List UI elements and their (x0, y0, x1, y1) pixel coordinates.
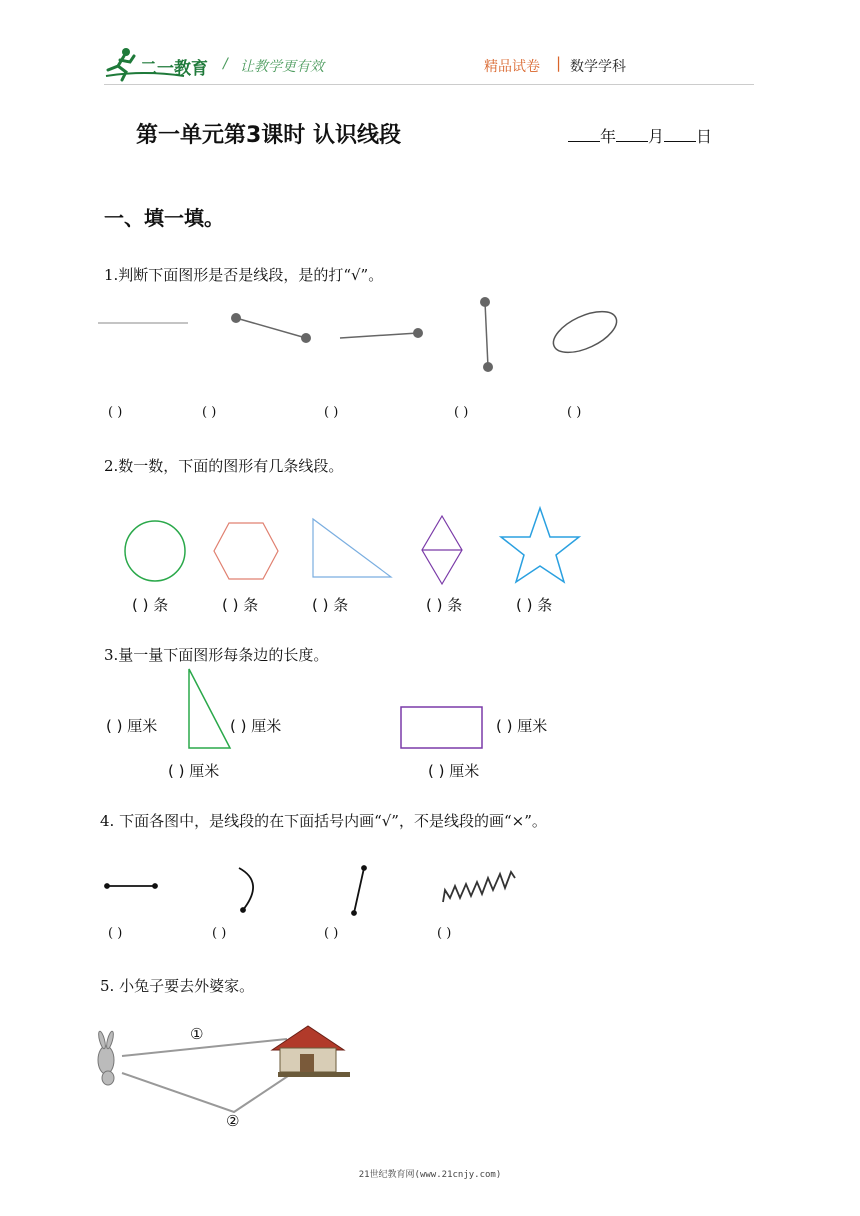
ray-figure-3 (340, 328, 423, 338)
route-2-line (122, 1070, 297, 1112)
rectangle-shape (401, 707, 482, 748)
q4-answer-1[interactable]: ( ) (108, 926, 123, 941)
rabbit-icon (97, 1031, 114, 1085)
q3-answer-tri-bottom[interactable]: ( ) 厘米 (168, 762, 220, 780)
q2-figures (116, 500, 586, 590)
header-subject: 数学学科 (570, 59, 626, 75)
q4-figures (100, 860, 530, 920)
segment-figure-4 (480, 297, 493, 372)
q5-text: 5. 小兔子要去外婆家。 (100, 977, 255, 995)
straight-segment (105, 884, 157, 888)
day-blank[interactable] (664, 127, 696, 142)
q2-text: 2.数一数，下面的图形有几条线段。 (104, 457, 344, 475)
q2-answer-triangle[interactable]: ( ) 条 (312, 596, 349, 614)
header-divider: | (556, 54, 562, 72)
day-label: 日 (696, 127, 713, 146)
segment-figure-2 (231, 313, 311, 343)
section-heading: 一、填一填。 (104, 206, 224, 230)
footer-credit: 21世纪教育网(www.21cnjy.com) (358, 1170, 502, 1180)
q4-answer-4[interactable]: ( ) (437, 926, 452, 941)
q2-answer-circle[interactable]: ( ) 条 (132, 596, 169, 614)
route-2-label: ② (226, 1112, 240, 1130)
month-label: 月 (648, 127, 665, 146)
q3-answer-tri-right[interactable]: ( ) 厘米 (230, 717, 282, 735)
route-1-line (122, 1039, 287, 1056)
header-slash: / (223, 56, 228, 72)
month-blank[interactable] (616, 127, 648, 142)
q3-figures (186, 666, 486, 756)
route-1-label: ① (190, 1025, 204, 1043)
header-rule (104, 84, 754, 85)
triangle-shape (313, 519, 391, 577)
q1-answer-4[interactable]: ( ) (454, 405, 469, 420)
page-title: 第一单元第3课时 认识线段 (136, 123, 401, 148)
circle-shape (125, 521, 185, 581)
year-label: 年 (600, 127, 617, 146)
brand-name: 二一教育 (140, 59, 208, 79)
rhombus-shape (422, 516, 462, 584)
q1-answer-2[interactable]: ( ) (202, 405, 217, 420)
q1-answer-5[interactable]: ( ) (567, 405, 582, 420)
q1-text: 1.判断下面图形是否是线段，是的打“√”。 (104, 266, 384, 284)
q3-answer-rect-side[interactable]: ( ) 厘米 (496, 717, 548, 735)
q1-answer-1[interactable]: ( ) (108, 405, 123, 420)
q3-answer-tri-left[interactable]: ( ) 厘米 (106, 717, 158, 735)
house-icon (272, 1026, 350, 1077)
q1-answer-3[interactable]: ( ) (324, 405, 339, 420)
q2-answer-rhombus[interactable]: ( ) 条 (426, 596, 463, 614)
q3-text: 3.量一量下面图形每条边的长度。 (104, 646, 329, 664)
wavy-line (443, 872, 515, 902)
q2-answer-hexagon[interactable]: ( ) 条 (222, 596, 259, 614)
date-fields (568, 124, 712, 147)
curved-line (239, 868, 253, 912)
q3-answer-rect-bottom[interactable]: ( ) 厘米 (428, 762, 480, 780)
q4-text: 4. 下面各图中，是线段的在下面括号内画“√”，不是线段的画“×”。 (100, 812, 547, 830)
ellipse-figure (547, 303, 622, 361)
q4-answer-2[interactable]: ( ) (212, 926, 227, 941)
right-triangle-shape (189, 669, 230, 748)
q4-answer-3[interactable]: ( ) (324, 926, 339, 941)
slanted-segment (352, 866, 366, 915)
year-blank[interactable] (568, 127, 600, 142)
brand-slogan: 让教学更有效 (240, 59, 324, 75)
q1-figures (96, 292, 636, 382)
header-tag: 精品试卷 (484, 59, 540, 75)
star-shape (501, 508, 579, 582)
q2-answer-star[interactable]: ( ) 条 (516, 596, 553, 614)
hexagon-shape (214, 523, 278, 579)
